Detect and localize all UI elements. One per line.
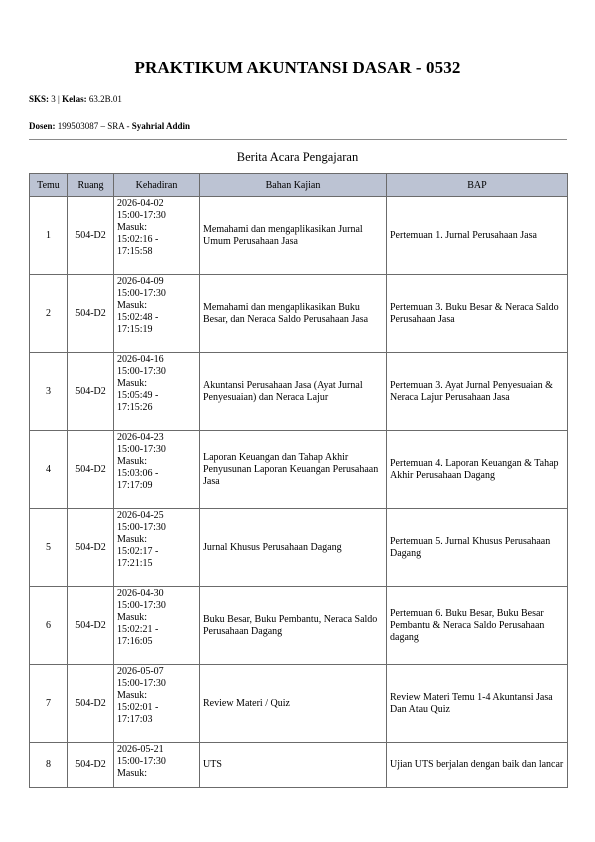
sks-value: 3 (51, 94, 56, 104)
ruang-cell: 504-D2 (68, 353, 114, 431)
course-info (29, 94, 122, 104)
bap-cell: Pertemuan 3. Ayat Jurnal Penyesuaian & Neraca Lajur Perusahaan Jasa (387, 353, 568, 431)
masuk-label: Masuk: (117, 456, 147, 467)
divider (29, 139, 567, 140)
masuk-label: Masuk: (117, 222, 147, 233)
masuk-time: 15:02:21 - (117, 624, 159, 635)
tanggal: 2026-04-30 (117, 588, 164, 599)
jam: 15:00-17:30 (117, 600, 166, 611)
jam: 15:00-17:30 (117, 444, 166, 455)
ruang-cell: 504-D2 (68, 587, 114, 665)
table-row (30, 509, 568, 587)
bap-cell: Ujian UTS berjalan dengan baik dan lancar (387, 743, 568, 788)
table-row (30, 431, 568, 509)
tanggal: 2026-04-23 (117, 432, 164, 443)
tanggal: 2026-04-25 (117, 510, 164, 521)
tanggal: 2026-05-21 (117, 744, 164, 755)
dosen-value: 199503087 – SRA - (57, 121, 130, 131)
kehadiran-cell (114, 509, 200, 587)
kehadiran-cell (114, 743, 200, 788)
kelas-value: 63.2B.01 (88, 94, 122, 104)
temu-cell: 4 (30, 431, 68, 509)
masuk-time: 15:05:49 - (117, 390, 159, 401)
bahan-kajian-cell: Review Materi / Quiz (200, 665, 387, 743)
col-header-ruang: Ruang (68, 174, 114, 197)
kehadiran-cell (114, 353, 200, 431)
masuk-time: 15:02:16 - (117, 234, 159, 245)
sks-label: SKS: (29, 94, 50, 104)
tanggal: 2026-04-16 (117, 354, 164, 365)
temu-cell: 6 (30, 587, 68, 665)
course-title: PRAKTIKUM AKUNTANSI DASAR - 0532 (134, 58, 461, 77)
ruang-cell: 504-D2 (68, 197, 114, 275)
bap-cell: Pertemuan 4. Laporan Keuangan & Tahap Akhir Perusahaan Dagang (387, 431, 568, 509)
keluar-time: 17:21:15 (117, 558, 153, 569)
keluar-time: 17:15:58 (117, 246, 153, 257)
masuk-label: Masuk: (117, 690, 147, 701)
col-header-kehadiran: Kehadiran (114, 174, 200, 197)
temu-cell: 5 (30, 509, 68, 587)
teaching-record-table (29, 173, 568, 788)
masuk-time: 15:02:01 - (117, 702, 159, 713)
ruang-cell: 504-D2 (68, 431, 114, 509)
dosen-name: Syahrial Addin (131, 121, 191, 131)
temu-cell: 3 (30, 353, 68, 431)
separator: | (58, 94, 60, 104)
bahan-kajian-cell: Memahami dan mengaplikasikan Jurnal Umum Perusahaan Jasa (200, 197, 387, 275)
tanggal: 2026-04-02 (117, 198, 164, 209)
table-caption: Berita Acara Pengajaran (236, 150, 359, 164)
table-row (30, 743, 568, 788)
masuk-label: Masuk: (117, 378, 147, 389)
bahan-kajian-cell: UTS (200, 743, 387, 788)
col-header-temu: Temu (30, 174, 68, 197)
kehadiran-cell (114, 431, 200, 509)
table-row (30, 275, 568, 353)
table-row (30, 665, 568, 743)
bahan-kajian-cell: Laporan Keuangan dan Tahap Akhir Penyusunan Laporan Keuangan Perusahaan Jasa (200, 431, 387, 509)
masuk-label: Masuk: (117, 768, 147, 779)
lecturer-info (29, 121, 190, 131)
ruang-cell: 504-D2 (68, 275, 114, 353)
keluar-time: 17:15:19 (117, 324, 153, 335)
temu-cell: 7 (30, 665, 68, 743)
jam: 15:00-17:30 (117, 522, 166, 533)
jam: 15:00-17:30 (117, 366, 166, 377)
kelas-label: Kelas: (62, 94, 87, 104)
bahan-kajian-cell: Jurnal Khusus Perusahaan Dagang (200, 509, 387, 587)
tanggal: 2026-04-09 (117, 276, 164, 287)
jam: 15:00-17:30 (117, 288, 166, 299)
jam: 15:00-17:30 (117, 210, 166, 221)
kehadiran-cell (114, 665, 200, 743)
keluar-time: 17:17:09 (117, 480, 153, 491)
masuk-label: Masuk: (117, 300, 147, 311)
masuk-time: 15:02:48 - (117, 312, 159, 323)
col-header-bap: BAP (387, 174, 568, 197)
table-header-row (30, 174, 568, 197)
bahan-kajian-cell: Memahami dan mengaplikasikan Buku Besar, dan Neraca Saldo Perusahaan Jasa (200, 275, 387, 353)
bap-cell: Pertemuan 5. Jurnal Khusus Perusahaan Dagang (387, 509, 568, 587)
masuk-label: Masuk: (117, 612, 147, 623)
temu-cell: 1 (30, 197, 68, 275)
kehadiran-cell (114, 275, 200, 353)
bap-cell: Review Materi Temu 1-4 Akuntansi Jasa Dan Atau Quiz (387, 665, 568, 743)
dosen-label: Dosen: (29, 121, 56, 131)
col-header-bahan-kajian: Bahan Kajian (200, 174, 387, 197)
table-row (30, 587, 568, 665)
bap-cell: Pertemuan 6. Buku Besar, Buku Besar Pembantu & Neraca Saldo Perusahaan dagang (387, 587, 568, 665)
kehadiran-cell (114, 587, 200, 665)
masuk-time: 15:02:17 - (117, 546, 159, 557)
tanggal: 2026-05-07 (117, 666, 164, 677)
jam: 15:00-17:30 (117, 756, 166, 767)
temu-cell: 2 (30, 275, 68, 353)
ruang-cell: 504-D2 (68, 743, 114, 788)
keluar-time: 17:15:26 (117, 402, 153, 413)
kehadiran-cell (114, 197, 200, 275)
masuk-time: 15:03:06 - (117, 468, 159, 479)
keluar-time: 17:17:03 (117, 714, 153, 725)
ruang-cell: 504-D2 (68, 665, 114, 743)
jam: 15:00-17:30 (117, 678, 166, 689)
keluar-time: 17:16:05 (117, 636, 153, 647)
bap-cell: Pertemuan 3. Buku Besar & Neraca Saldo Perusahaan Jasa (387, 275, 568, 353)
table-row (30, 353, 568, 431)
ruang-cell: 504-D2 (68, 509, 114, 587)
temu-cell: 8 (30, 743, 68, 788)
bap-cell: Pertemuan 1. Jurnal Perusahaan Jasa (387, 197, 568, 275)
bahan-kajian-cell: Buku Besar, Buku Pembantu, Neraca Saldo Perusahaan Dagang (200, 587, 387, 665)
table-row (30, 197, 568, 275)
masuk-label: Masuk: (117, 534, 147, 545)
bahan-kajian-cell: Akuntansi Perusahaan Jasa (Ayat Jurnal Penyesuaian) dan Neraca Lajur (200, 353, 387, 431)
